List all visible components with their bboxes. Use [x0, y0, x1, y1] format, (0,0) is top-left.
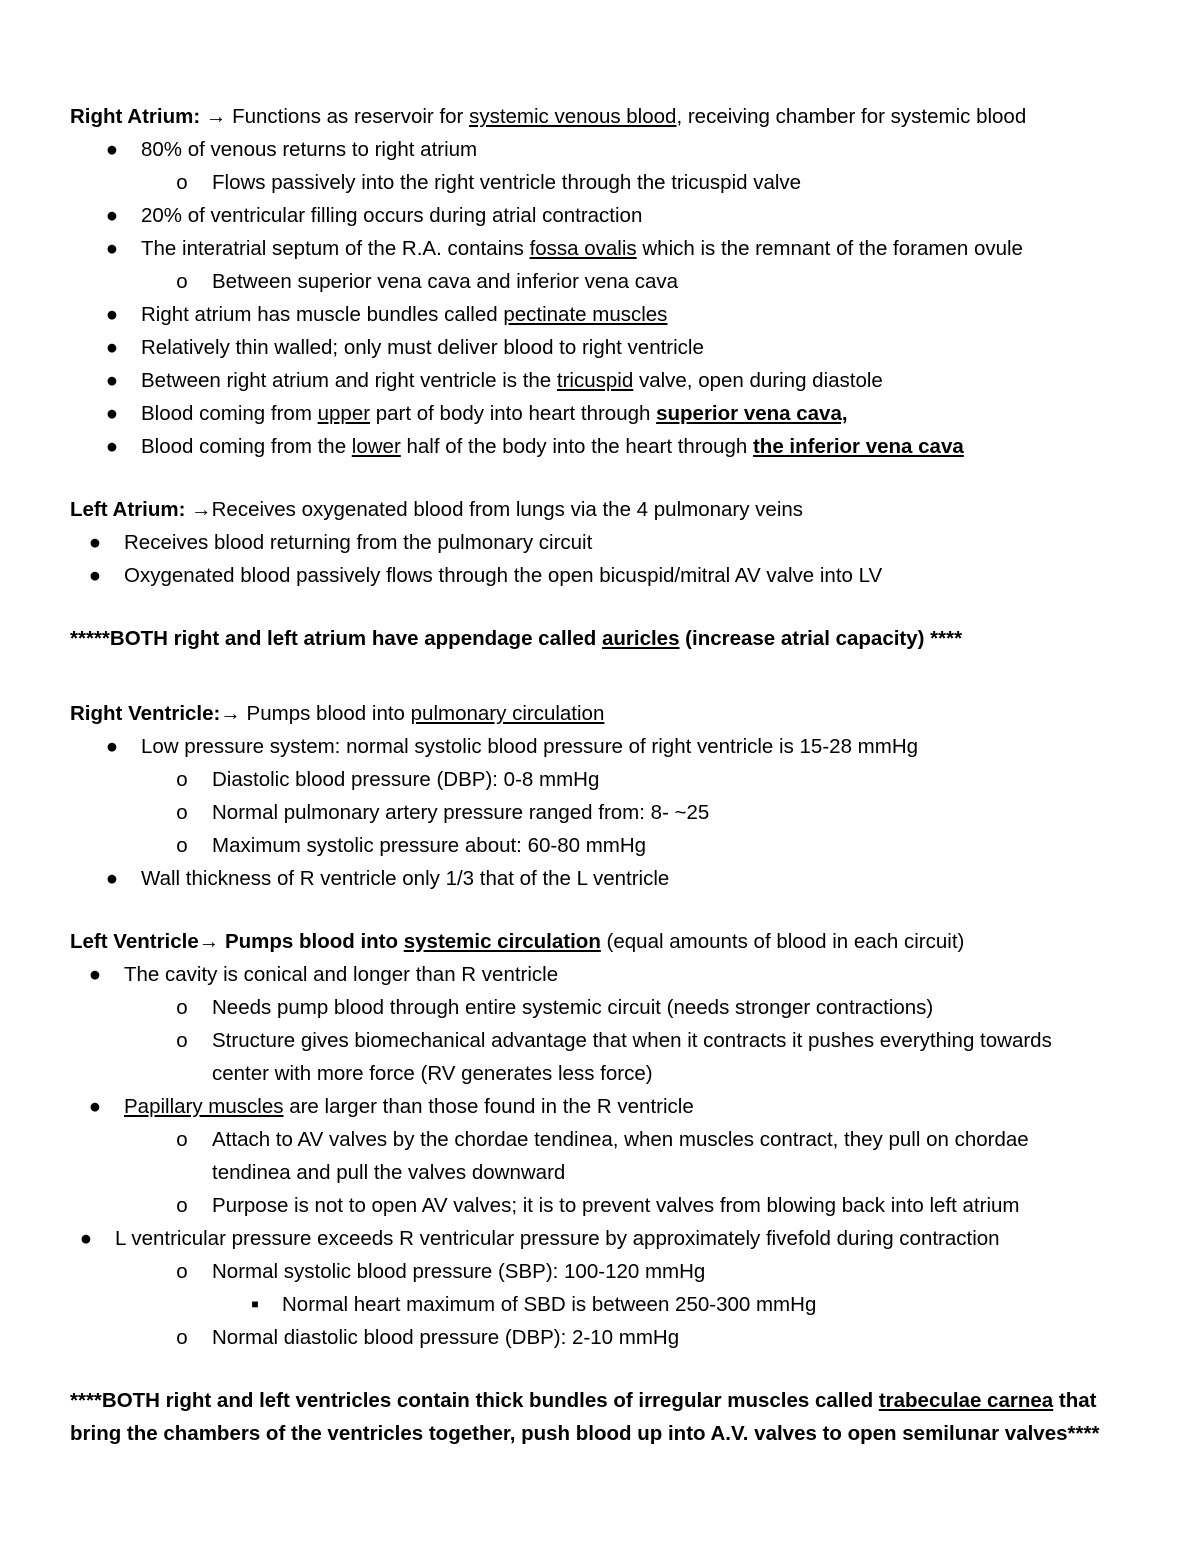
- bullet-icon: ●: [105, 402, 119, 425]
- list-item: ● Oxygenated blood passively flows through the open bicuspid/mitral AV valve into LV: [70, 559, 1130, 592]
- circle-bullet-icon: o: [176, 1260, 188, 1283]
- bullet-icon: ●: [105, 336, 119, 359]
- circle-bullet-icon: o: [176, 834, 188, 857]
- list-item: ● Low pressure system: normal systolic blood pressure of right ventricle is 15-28 mmHg: [70, 730, 1130, 763]
- bullet-icon: ●: [105, 735, 119, 758]
- underlined-term: fossa ovalis: [529, 237, 637, 260]
- bullet-icon: ●: [88, 1095, 102, 1118]
- list-item: ● Blood coming from upper part of body into heart through superior vena cava,: [70, 397, 1130, 430]
- sub-list-item: o Purpose is not to open AV valves; it is to prevent valves from blowing back into left atrium: [70, 1189, 1130, 1222]
- list-item: ● 20% of ventricular filling occurs during atrial contraction: [70, 199, 1130, 232]
- sub-list-item-continuation: tendinea and pull the valves downward: [212, 1161, 566, 1184]
- circle-bullet-icon: o: [176, 996, 188, 1019]
- sub-list-item: o Maximum systolic pressure about: 60-80 mmHg: [70, 829, 1130, 862]
- circle-bullet-icon: o: [176, 1128, 188, 1151]
- underlined-term: pulmonary circulation: [410, 702, 605, 725]
- bold-underlined-term: superior vena cava,: [656, 402, 848, 425]
- bullet-icon: ●: [105, 204, 119, 227]
- left-ventricle-heading-line: Left Ventricle→ Pumps blood into systemic circulation (equal amounts of blood in each circuit): [70, 930, 965, 953]
- bullet-icon: ●: [105, 303, 119, 326]
- sub-list-item: o Normal systolic blood pressure (SBP): 100-120 mmHg: [70, 1255, 1130, 1288]
- section-heading: Left Ventricle: [70, 930, 199, 953]
- underlined-term: upper: [317, 402, 371, 425]
- list-item: ● Relatively thin walled; only must deliver blood to right ventricle: [70, 331, 1130, 364]
- bullet-icon: ●: [88, 963, 102, 986]
- underlined-term: trabeculae carnea: [878, 1389, 1054, 1412]
- section-heading: Right Ventricle:: [70, 702, 221, 725]
- list-item: ● Wall thickness of R ventricle only 1/3 that of the L ventricle: [70, 862, 1130, 895]
- bullet-icon: ●: [88, 531, 102, 554]
- sub-list-item: o Attach to AV valves by the chordae tendinea, when muscles contract, they pull on chordae: [70, 1123, 1130, 1156]
- ventricle-note-line-2: bring the chambers of the ventricles together, push blood up into A.V. valves to open semilunar valves****: [70, 1422, 1100, 1445]
- underlined-term: tricuspid: [556, 369, 634, 392]
- list-item: ● Receives blood returning from the pulmonary circuit: [70, 526, 1130, 559]
- spacer: [70, 592, 1130, 622]
- sub-list-item: o Flows passively into the right ventricle through the tricuspid valve: [70, 166, 1130, 199]
- atrium-note: *****BOTH right and left atrium have appendage called auricles (increase atrial capacity) ****: [70, 627, 963, 650]
- underlined-term: lower: [351, 435, 401, 458]
- list-item: ● The interatrial septum of the R.A. contains fossa ovalis which is the remnant of the foramen ovule: [70, 232, 1130, 265]
- circle-bullet-icon: o: [176, 801, 188, 824]
- underlined-term: Papillary muscles: [124, 1095, 284, 1118]
- bullet-icon: ●: [105, 369, 119, 392]
- list-item: ● Between right atrium and right ventricle is the tricuspid valve, open during diastole: [70, 364, 1130, 397]
- ventricle-note-line-1: ****BOTH right and left ventricles contain thick bundles of irregular muscles called trabeculae carnea that: [70, 1389, 1097, 1412]
- section-heading: Right Atrium:: [70, 105, 201, 128]
- sub-list-item-continuation: center with more force (RV generates less force): [212, 1062, 653, 1085]
- circle-bullet-icon: o: [176, 171, 188, 194]
- bullet-icon: ●: [105, 435, 119, 458]
- list-item: ● Papillary muscles are larger than those found in the R ventricle: [70, 1090, 1130, 1123]
- left-atrium-heading-line: Left Atrium: →Receives oxygenated blood from lungs via the 4 pulmonary veins: [70, 498, 804, 521]
- bold-underlined-term: systemic circulation: [403, 930, 601, 953]
- right-atrium-heading-line: Right Atrium: → Functions as reservoir for systemic venous blood, receiving chamber for systemic blood: [70, 105, 1027, 128]
- bullet-icon: ●: [79, 1227, 93, 1250]
- spacer: [70, 895, 1130, 925]
- spacer: [70, 655, 1130, 697]
- sub-list-item: o Normal diastolic blood pressure (DBP): 2-10 mmHg: [70, 1321, 1130, 1354]
- square-bullet-icon: ■: [251, 1297, 259, 1311]
- bullet-icon: ●: [88, 564, 102, 587]
- list-item: ● 80% of venous returns to right atrium: [70, 133, 1130, 166]
- list-item: ● The cavity is conical and longer than R ventricle: [70, 958, 1130, 991]
- underlined-term: pectinate muscles: [503, 303, 668, 326]
- circle-bullet-icon: o: [176, 768, 188, 791]
- spacer: [70, 463, 1130, 493]
- sub-list-item: o Diastolic blood pressure (DBP): 0-8 mmHg: [70, 763, 1130, 796]
- sub-list-item: o Structure gives biomechanical advantage that when it contracts it pushes everything towards: [70, 1024, 1130, 1057]
- bold-underlined-term: the inferior vena cava: [752, 435, 964, 458]
- underlined-term: auricles: [601, 627, 680, 650]
- list-item: ● Blood coming from the lower half of the body into the heart through the inferior vena cava: [70, 430, 1130, 463]
- document-page: [70, 100, 1130, 1450]
- right-ventricle-heading-line: Right Ventricle:→ Pumps blood into pulmonary circulation: [70, 702, 605, 725]
- list-item: ● L ventricular pressure exceeds R ventricular pressure by approximately fivefold during contraction: [70, 1222, 1130, 1255]
- bullet-icon: ●: [105, 138, 119, 161]
- circle-bullet-icon: o: [176, 1029, 188, 1052]
- bullet-icon: ●: [105, 867, 119, 890]
- arrow-icon: →: [220, 702, 241, 725]
- circle-bullet-icon: o: [176, 270, 188, 293]
- spacer: [70, 1354, 1130, 1384]
- circle-bullet-icon: o: [176, 1326, 188, 1349]
- arrow-icon: →: [205, 105, 227, 128]
- circle-bullet-icon: o: [176, 1194, 188, 1217]
- sub-list-item: o Normal pulmonary artery pressure ranged from: 8- ~25: [70, 796, 1130, 829]
- sub-list-item: o Needs pump blood through entire systemic circuit (needs stronger contractions): [70, 991, 1130, 1024]
- underlined-term: systemic venous blood: [469, 105, 677, 128]
- section-heading: Left Atrium:: [70, 498, 186, 521]
- sub-list-item: o Between superior vena cava and inferior vena cava: [70, 265, 1130, 298]
- bullet-icon: ●: [105, 237, 119, 260]
- list-item: ● Right atrium has muscle bundles called pectinate muscles: [70, 298, 1130, 331]
- sub-sub-list-item: ■ Normal heart maximum of SBD is between 250-300 mmHg: [70, 1288, 1130, 1321]
